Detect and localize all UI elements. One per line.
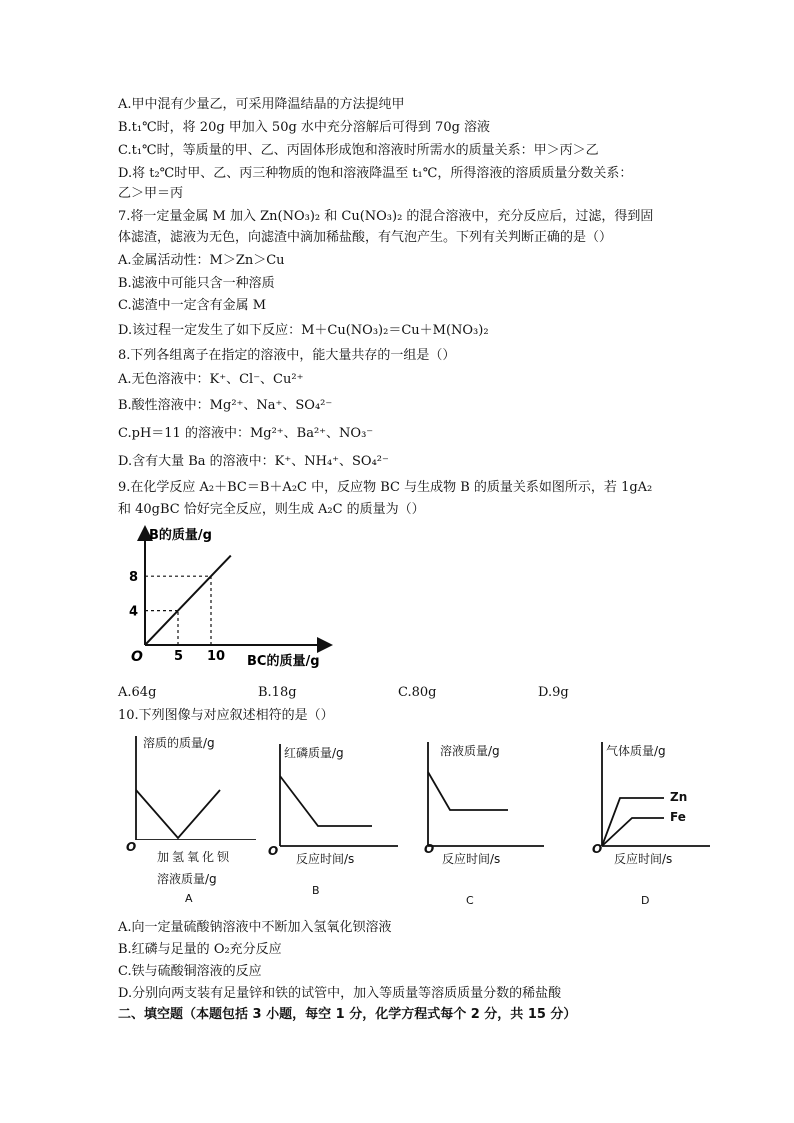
text-line: A.无色溶液中：K⁺、Cl⁻、Cu²⁺ (118, 372, 304, 387)
graph-d-xlabel: 反应时间/s (614, 852, 673, 866)
text-line: 体滤渣，滤液为无色，向滤渣中滴加稀盐酸，有气泡产生。下列有关判断正确的是（） (118, 230, 613, 245)
text-line: B.t₁℃时，将 20g 甲加入 50g 水中充分溶解后可得到 70g 溶液 (118, 120, 491, 135)
graph-d-caption: D (641, 894, 650, 907)
text-line: 和 40gBC 恰好完全反应，则生成 A₂C 的质量为（） (118, 502, 425, 517)
graph-b-xlabel: 反应时间/s (296, 852, 355, 866)
graph-a-curve (136, 790, 220, 838)
graph-d-fe-label: Fe (670, 810, 686, 824)
origin-label: O (131, 649, 143, 665)
question-8: 8.下列各组离子在指定的溶液中，能大量共存的一组是（） (118, 348, 456, 363)
data-line (145, 556, 231, 645)
graph-b-curve (280, 776, 372, 826)
graph-d-zn-curve (602, 798, 664, 846)
graph-c-ylabel: 溶液质量/g (440, 744, 500, 758)
option-b[interactable]: B.18g (258, 685, 297, 700)
text-line: B.酸性溶液中：Mg²⁺、Na⁺、SO₄²⁻ (118, 398, 333, 413)
graph-b-caption: B (312, 884, 320, 897)
graph-c-curve (428, 772, 508, 810)
text-line: A.金属活动性：M＞Zn＞Cu (118, 253, 285, 268)
text-line: D.将 t₂℃时甲、乙、丙三种物质的饱和溶液降温至 t₁℃，所得溶液的溶质质量分数关系： (118, 166, 633, 181)
graph-c-origin: O (424, 842, 435, 856)
graph-b-ylabel: 红磷质量/g (284, 746, 344, 760)
q9-options (118, 685, 678, 705)
option-c[interactable]: C.80g (398, 685, 437, 700)
option-d[interactable]: D.9g (538, 685, 569, 700)
text-line: A.甲中混有少量乙，可采用降温结晶的方法提纯甲 (118, 97, 405, 112)
q10-option-d[interactable]: D.分别向两支装有足量锌和铁的试管中，加入等质量等溶质质量分数的稀盐酸 (118, 986, 562, 1001)
x-axis-label: BC的质量/g (247, 654, 320, 669)
graph-b-origin: O (268, 844, 279, 858)
graph-d-ylabel: 气体质量/g (606, 744, 666, 758)
y-tick-label: 8 (129, 570, 139, 586)
graph-c-xlabel: 反应时间/s (442, 852, 501, 866)
q10-option-b[interactable]: B.红磷与足量的 O₂充分反应 (118, 942, 282, 957)
q10-option-c[interactable]: C.铁与硫酸铜溶液的反应 (118, 964, 262, 979)
graph-c-caption: C (466, 894, 474, 907)
graph-d-zn-label: Zn (670, 790, 688, 804)
text-line: C.pH＝11 的溶液中：Mg²⁺、Ba²⁺、NO₃⁻ (118, 426, 374, 441)
section-heading: 二、填空题（本题包括 3 小题，每空 1 分，化学方程式每个 2 分，共 15 分） (118, 1007, 577, 1022)
graph-a-caption: A (185, 892, 193, 905)
text-line: 乙＞甲＝丙 (118, 186, 184, 201)
graph-d-origin: O (592, 842, 603, 856)
y-axis-label: B的质量/g (149, 528, 212, 543)
question-10: 10.下列图像与对应叙述相符的是（） (118, 708, 334, 723)
question-7: 7.将一定量金属 M 加入 Zn(NO₃)₂ 和 Cu(NO₃)₂ 的混合溶液中，充分反应后，过滤，得到固 (118, 209, 654, 224)
graph-a-xlabel-2: 溶液质量/g (157, 872, 217, 886)
text-line: D.该过程一定发生了如下反应：M＋Cu(NO₃)₂＝Cu＋M(NO₃)₂ (118, 323, 489, 338)
q10-option-a[interactable]: A.向一定量硫酸钠溶液中不断加入氢氧化钡溶液 (118, 920, 392, 935)
graph-a-ylabel: 溶质的质量/g (143, 736, 215, 750)
option-a[interactable]: A.64g (118, 685, 157, 700)
text-line: D.含有大量 Ba 的溶液中：K⁺、NH₄⁺、SO₄²⁻ (118, 454, 389, 469)
text-line: C.滤渣中一定含有金属 M (118, 298, 267, 313)
graph-a-origin: O (126, 840, 137, 854)
x-tick-label: 5 (174, 649, 184, 664)
q9-chart (115, 525, 345, 675)
text-line: B.滤液中可能只含一种溶质 (118, 276, 275, 291)
y-tick-label: 4 (129, 604, 139, 620)
graph-a-xlabel: 加氢氧化钡 (157, 850, 233, 864)
text-line: C.t₁℃时，等质量的甲、乙、丙固体形成饱和溶液时所需水的质量关系：甲＞丙＞乙 (118, 143, 599, 158)
x-tick-label: 10 (207, 649, 226, 664)
question-9: 9.在化学反应 A₂＋BC＝B＋A₂C 中，反应物 BC 与生成物 B 的质量关系如图所示，若 1gA₂ (118, 480, 653, 495)
